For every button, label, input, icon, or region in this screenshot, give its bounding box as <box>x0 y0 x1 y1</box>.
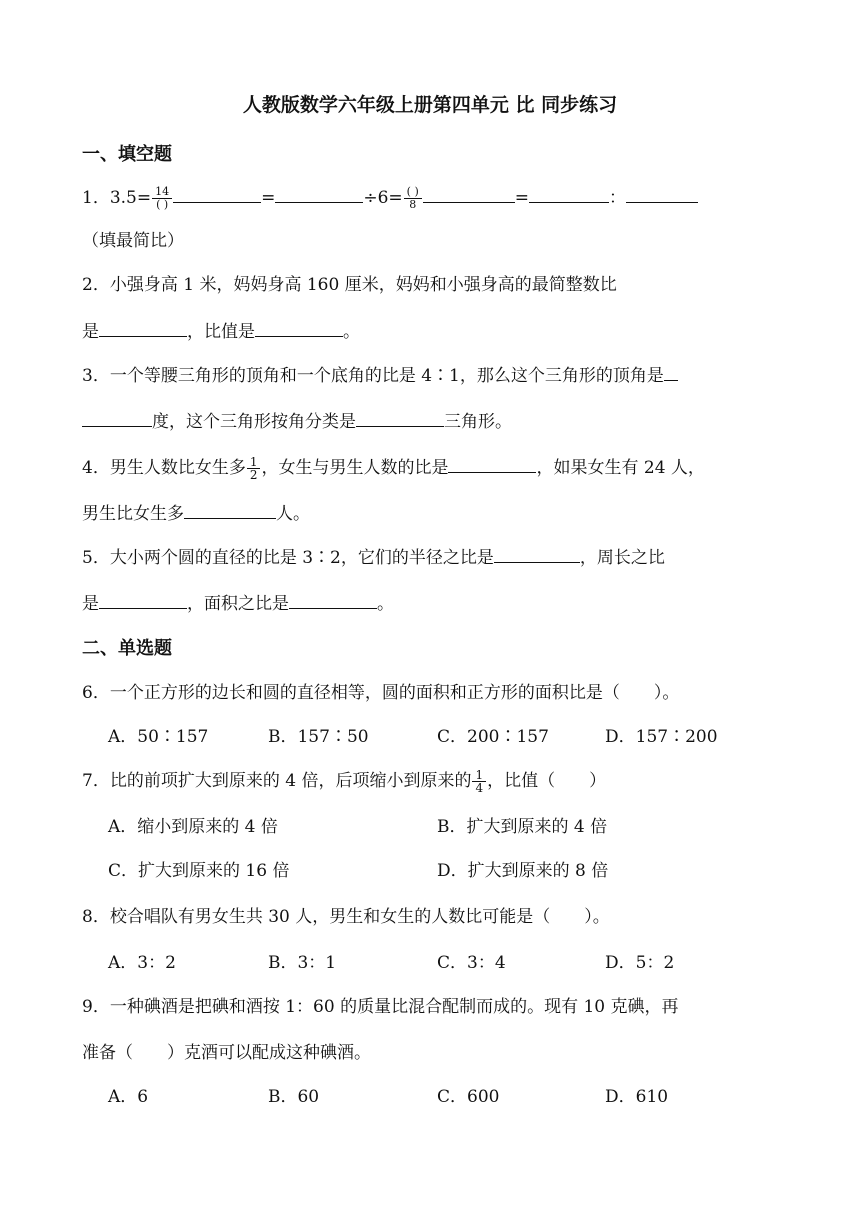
q5-text-e: 。 <box>377 594 394 614</box>
q9-option-a[interactable]: A．6 <box>108 1087 149 1107</box>
q2-text-a: 是 <box>82 322 99 342</box>
q9-option-c[interactable]: C．600 <box>437 1087 500 1107</box>
page-title: 人教版数学六年级上册第四单元 比 同步练习 <box>242 94 618 116</box>
q7-text-a: 7．比的前项扩大到原来的 4 倍，后项缩小到原来的 <box>82 771 472 791</box>
question-2-line-1: 2．小强身高 1 米，妈妈身高 160 厘米，妈妈和小强身高的最简整数比 <box>82 275 617 295</box>
q4-text-d: 男生比女生多 <box>82 504 184 524</box>
q5-blank-3[interactable] <box>289 590 377 609</box>
q5-text-b: ，周长之比 <box>579 548 665 568</box>
q4-frac-denominator: 2 <box>249 468 258 482</box>
q3-text-a: 度，这个三角形按角分类是 <box>152 412 356 432</box>
q7-option-c[interactable]: C．扩大到原来的 16 倍 <box>108 861 290 881</box>
q8-option-d[interactable]: D．5：2 <box>605 953 675 973</box>
q1-frac1-numerator: 14 <box>152 186 172 199</box>
question-5-line-2 <box>82 590 394 617</box>
q3-text-b: 三角形。 <box>444 412 512 432</box>
q7-option-b[interactable]: B．扩大到原来的 4 倍 <box>437 817 608 837</box>
q3-text-1: 3．一个等腰三角形的顶角和一个底角的比是 4∶1，那么这个三角形的顶角是 <box>82 366 664 386</box>
q5-blank-1[interactable] <box>494 544 580 563</box>
section-single-choice-heading: 二、单选题 <box>82 638 172 659</box>
question-8-stem: 8．校合唱队有男女生共 30 人，男生和女生的人数比可能是（ ）。 <box>82 907 610 927</box>
question-4-line-1 <box>82 454 705 481</box>
q4-text-a: 4．男生人数比女生多 <box>82 458 246 478</box>
q4-text-c: ，如果女生有 24 人， <box>536 458 705 478</box>
question-3-line-1 <box>82 362 678 389</box>
q1-frac2-denominator: 8 <box>409 198 417 211</box>
q1-frac1-denominator: ( ) <box>156 198 169 211</box>
question-9-line-2: 准备（ ）克酒可以配成这种碘酒。 <box>82 1043 371 1063</box>
q1-frac2-numerator: ( ) <box>404 186 422 199</box>
q1-blank-4[interactable] <box>529 184 609 203</box>
question-6-stem: 6．一个正方形的边长和圆的直径相等，圆的面积和正方形的面积比是（ ）。 <box>82 683 680 703</box>
section-fill-blank-heading: 一、填空题 <box>82 144 172 165</box>
q5-blank-2[interactable] <box>99 590 187 609</box>
q6-option-d[interactable]: D．157∶200 <box>605 727 718 747</box>
q8-option-a[interactable]: A．3：2 <box>108 953 176 973</box>
q6-option-c[interactable]: C．200∶157 <box>437 727 549 747</box>
q3-blank-1-start[interactable] <box>664 362 678 381</box>
q7-option-a[interactable]: A．缩小到原来的 4 倍 <box>108 817 278 837</box>
q4-frac-numerator: 1 <box>247 456 261 469</box>
q6-option-b[interactable]: B．157∶50 <box>268 727 369 747</box>
q9-option-b[interactable]: B．60 <box>268 1087 320 1107</box>
q2-blank-1[interactable] <box>99 318 187 337</box>
q4-text-e: 人。 <box>276 504 310 524</box>
question-1 <box>82 184 698 211</box>
q1-fraction-1 <box>152 186 172 211</box>
q1-prefix: 1．3.5= <box>82 188 152 208</box>
q9-option-d[interactable]: D．610 <box>605 1087 669 1107</box>
q1-fraction-2 <box>404 186 422 211</box>
q1-equals-2: = <box>514 188 530 208</box>
q3-blank-1[interactable] <box>82 408 152 427</box>
question-7-stem <box>82 768 606 794</box>
q1-blank-1[interactable] <box>173 184 261 203</box>
question-5-line-1 <box>82 544 665 571</box>
q7-text-b: ，比值（ ） <box>487 771 607 791</box>
question-4-line-2 <box>82 500 310 527</box>
q3-blank-2[interactable] <box>356 408 444 427</box>
q2-blank-2[interactable] <box>255 318 343 337</box>
q4-blank-1[interactable] <box>448 454 536 473</box>
q4-text-b: ，女生与男生人数的比是 <box>261 458 449 478</box>
q4-blank-2[interactable] <box>184 500 276 519</box>
q4-fraction <box>247 456 261 481</box>
question-3-line-2 <box>82 408 512 435</box>
q5-text-c: 是 <box>82 594 99 614</box>
q1-blank-5[interactable] <box>626 184 698 203</box>
q1-divide: ÷6= <box>363 188 403 208</box>
q1-colon: ： <box>609 188 627 208</box>
q7-option-d[interactable]: D．扩大到原来的 8 倍 <box>437 861 609 881</box>
q8-option-b[interactable]: B．3：1 <box>268 953 337 973</box>
q1-equals-1: = <box>261 188 276 208</box>
q5-text-a: 5．大小两个圆的直径的比是 3∶2，它们的半径之比是 <box>82 548 494 568</box>
question-9-line-1: 9．一种碘酒是把碘和酒按 1：60 的质量比混合配制而成的。现有 10 克碘，再 <box>82 997 679 1017</box>
q5-text-d: ，面积之比是 <box>187 594 289 614</box>
q1-note: （填最简比） <box>82 231 184 251</box>
q1-blank-3[interactable] <box>423 184 515 203</box>
q8-option-c[interactable]: C．3：4 <box>437 953 506 973</box>
q2-text-b: ，比值是 <box>187 322 255 342</box>
question-2-line-2 <box>82 318 360 345</box>
q7-frac-numerator: 1 <box>472 769 486 782</box>
q1-blank-2[interactable] <box>275 184 363 203</box>
q7-fraction <box>472 769 486 794</box>
q6-option-a[interactable]: A．50∶157 <box>108 727 209 747</box>
q7-frac-denominator: 4 <box>475 781 484 795</box>
q2-text-c: 。 <box>343 322 360 342</box>
